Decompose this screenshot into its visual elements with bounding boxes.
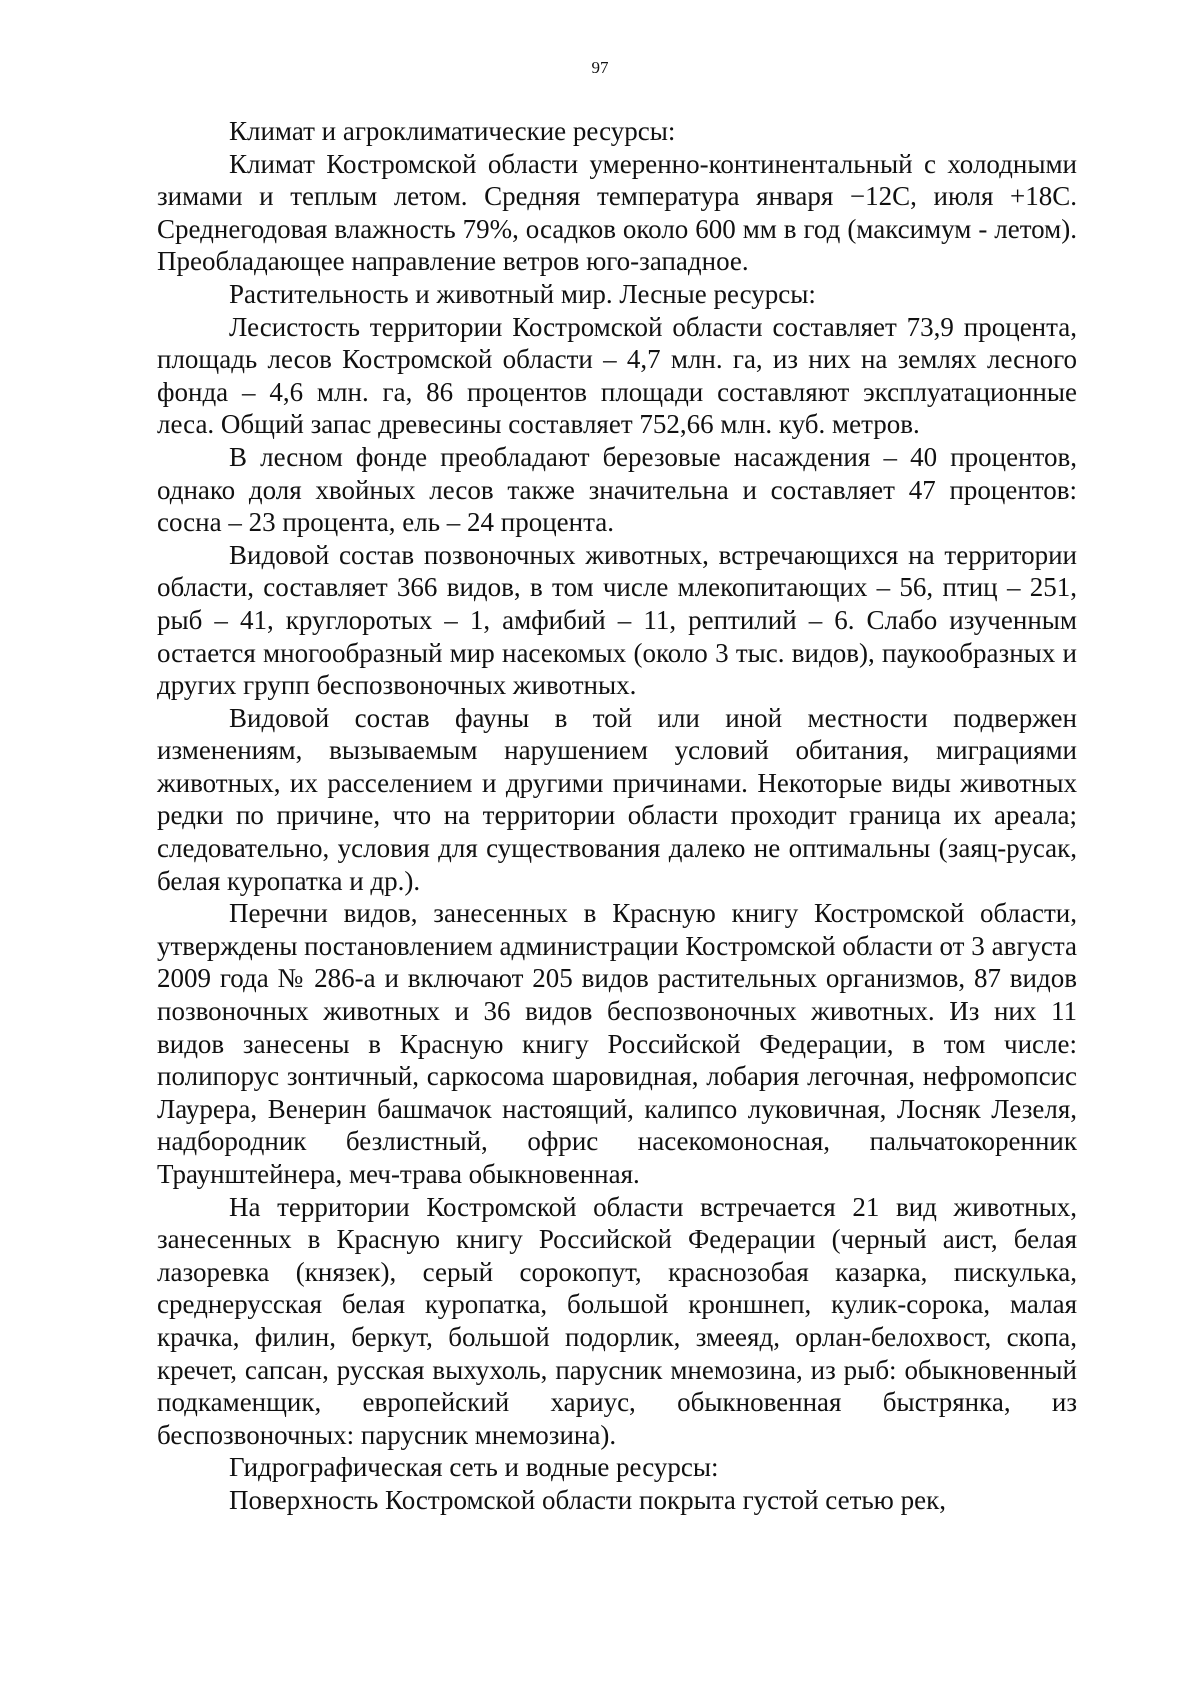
page-number: 97: [591, 58, 609, 77]
paragraph-forest-composition: В лесном фонде преобладают березовые насаждения – 40 процентов, однако доля хвойных лесов также значительна и составляет 47 процентов: сосна – 23 процента, ель – 24 процента.: [157, 441, 1077, 538]
paragraph-climate: Климат Костромской области умеренно-континентальный с холодными зимами и теплым летом. Средняя температура января −12С, июля +18С. Среднегодовая влажность 79%, осадков около 600 мм в год (максимум - летом). Преобладающее направление ветров юго-западное.: [157, 148, 1077, 277]
paragraph-red-book-regional: Перечни видов, занесенных в Красную книгу Костромской области, утверждены постановлением администрации Костромской области от 3 августа 2009 года № 286-а и включают 205 видов растительных организмов, 87 видов позвоночных животных и 36 видов беспозвоночных животных. Из них 11 видов занесены в Красную книгу Российской Федерации, в том числе: полипорус зонтичный, саркосома шаровидная, лобария легочная, нефромопсис Лаурера, Венерин башмачок настоящий, калипсо луковичная, Лосняк Лезеля, надбородник безлистный, офрис насекомоносная, пальчатокоренник Траунштейнера, меч-трава обыкновенная.: [157, 898, 1077, 1189]
paragraph-vertebrates: Видовой состав позвоночных животных, встречающихся на территории области, составляет 366 видов, в том числе млекопитающих – 56, птиц – 251, рыб – 41, круглоротых – 1, амфибий – 11, рептилий – 6. Слабо изученным остается многообразный мир насекомых (около 3 тыс. видов), паукообразных и других групп беспозвоночных животных.: [157, 539, 1077, 701]
paragraph-rivers: Поверхность Костромской области покрыта густой сетью рек,: [229, 1484, 946, 1515]
paragraph-red-book-federal: На территории Костромской области встречается 21 вид животных, занесенных в Красную книгу Российской Федерации (черный аист, белая лазоревка (князек), серый сорокопут, краснозобая казарка, пискулька, среднерусская белая куропатка, большой кроншнеп, кулик-сорока, малая крачка, филин, беркут, большой подорлик, змееяд, орлан-белохвост, скопа, кречет, сапсан, русская выхухоль, парусник мнемозина, из рыб: обыкновенный подкаменщик, европейский хариус, обыкновенная быстрянка, из беспозвоночных: парусник мнемозина).: [157, 1191, 1077, 1450]
paragraph-forest-cover: Лесистость территории Костромской области составляет 73,9 процента, площадь лесов Костромской области – 4,7 млн. га, из них на землях лесного фонда – 4,6 млн. га, 86 процентов площади составляют эксплуатационные леса. Общий запас древесины составляет 752,66 млн. куб. метров.: [157, 311, 1077, 440]
section-heading-climate: Климат и агроклиматические ресурсы:: [229, 116, 676, 146]
section-heading-flora-fauna: Растительность и животный мир. Лесные ресурсы:: [229, 278, 816, 309]
section-heading-hydrography: Гидрографическая сеть и водные ресурсы:: [229, 1452, 719, 1483]
page-body: [157, 115, 1077, 1517]
paragraph-fauna-changes: Видовой состав фауны в той или иной местности подвержен изменениям, вызываемым нарушением условий обитания, миграциями животных, их расселением и другими причинами. Некоторые виды животных редки по причине, что на территории области проходит граница их ареала; следовательно, условия для существования далеко не оптимальны (заяц-русак, белая куропатка и др.).: [157, 702, 1077, 896]
